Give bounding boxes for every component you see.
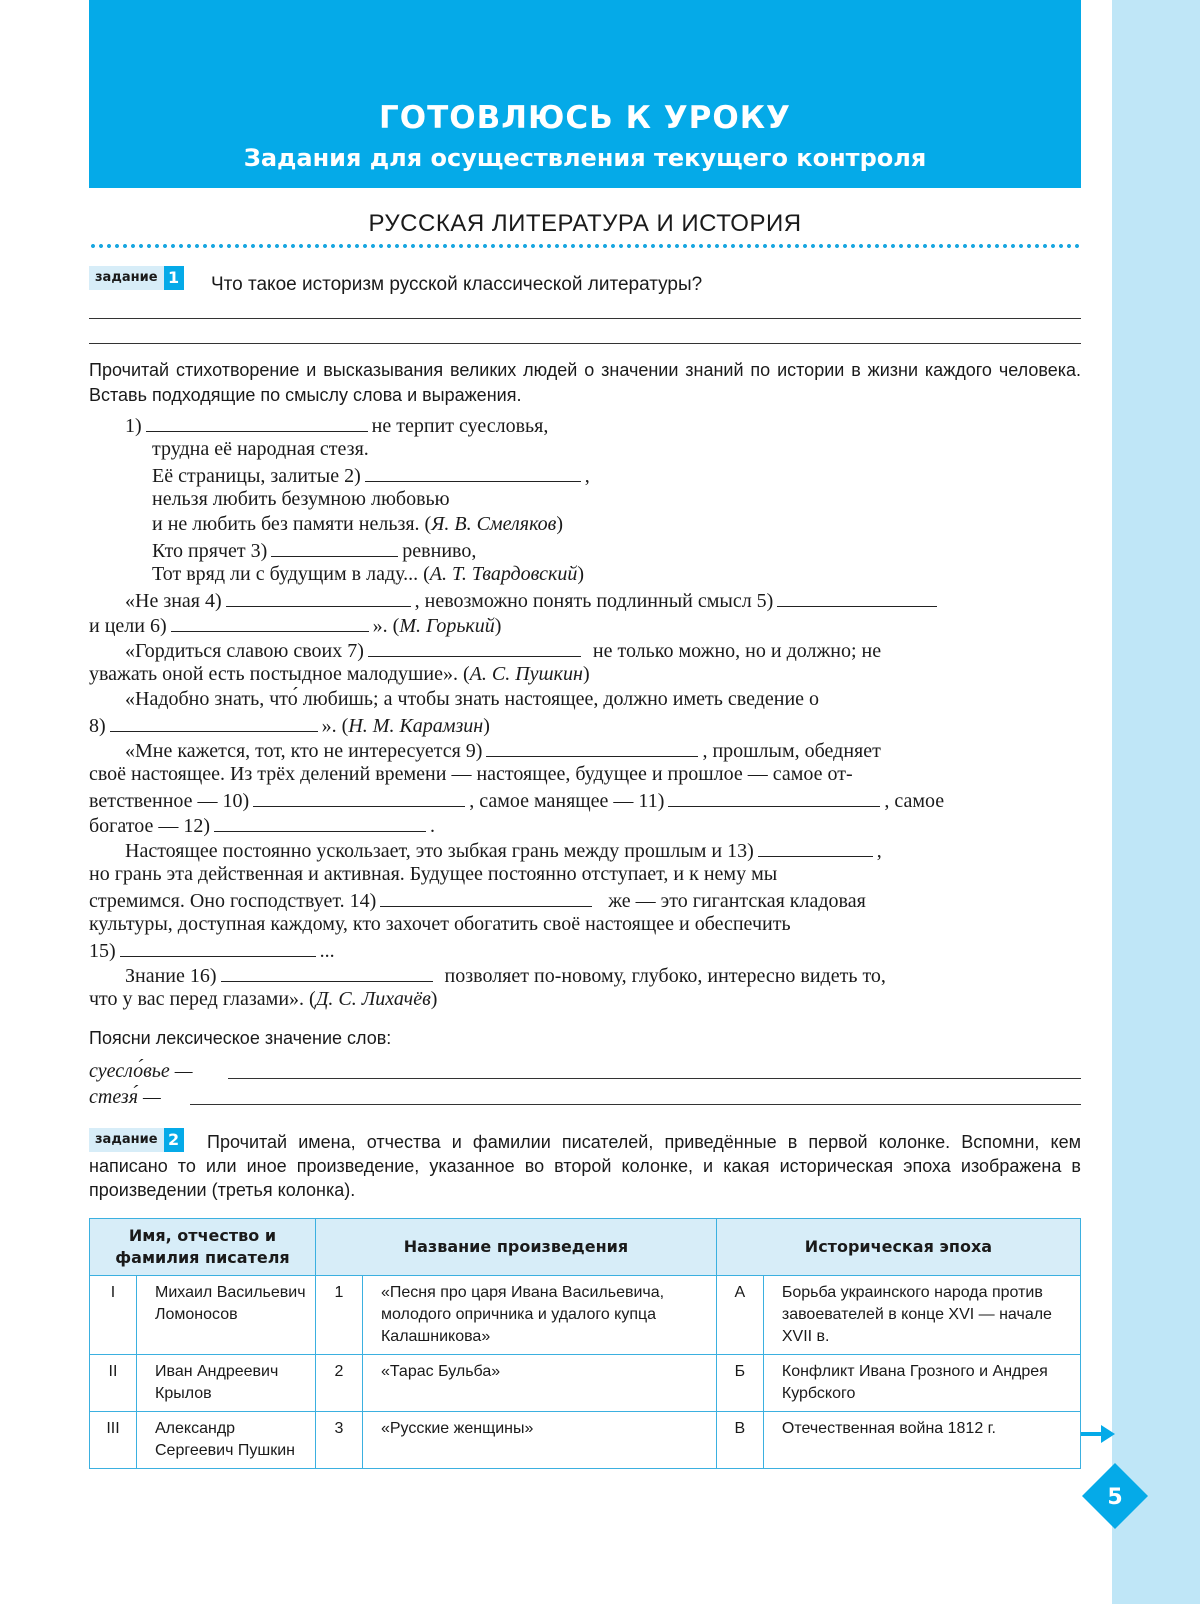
writer-cell: Александр Сергеевич Пушкин — [137, 1412, 316, 1469]
task-1-label — [89, 266, 184, 290]
writer-cell: Михаил Васильевич Ломоносов — [137, 1276, 316, 1355]
quote-line: «Гордиться славою своих 7) не только можно, но и должно; не — [125, 640, 882, 662]
quote-line: «Надобно знать, что́ любишь; а чтобы знать настоящее, должно иметь сведение о — [125, 688, 820, 710]
page-number-badge — [1080, 1461, 1150, 1531]
poem-line: 1) не терпит суесловья, — [125, 415, 549, 437]
table-row — [90, 1355, 1081, 1412]
blank-2[interactable] — [365, 463, 581, 482]
dotted-divider — [89, 243, 1081, 249]
blank-12[interactable] — [214, 813, 426, 832]
header-banner — [89, 0, 1081, 188]
blank-16[interactable] — [221, 963, 433, 982]
instructions: Прочитай стихотворение и высказывания великих людей о значении знаний по истории в жизни каждого человека. Вставь подходящие по смыслу слова и выражения. — [89, 360, 1081, 405]
blank-6[interactable] — [171, 613, 369, 632]
continue-arrow-icon — [1081, 1423, 1115, 1445]
blank-11[interactable] — [668, 788, 880, 807]
quote-line: богатое — 12) . — [89, 815, 435, 837]
work-cell: «Русские женщины» — [362, 1412, 716, 1469]
row-numeral: II — [90, 1355, 137, 1412]
quote-line: культуры, доступная каждому, кто захочет обогатить своё настоящее и обеспечить — [89, 913, 791, 935]
epoch-letter: Б — [716, 1355, 763, 1412]
quote-line: «Не зная 4) , невозможно понять подлинный смысл 5) — [125, 588, 941, 613]
answer-line[interactable] — [228, 1078, 1081, 1079]
work-cell: «Песня про царя Ивана Васильевича, молодого опричника и удалого купца Калашникова» — [362, 1276, 716, 1355]
blank-14[interactable] — [380, 888, 592, 907]
quote-line: 15) ... — [89, 940, 335, 962]
task-1-question: Что такое историзм русской классической литературы? — [211, 274, 703, 295]
blank-15[interactable] — [120, 938, 316, 957]
poem-line: Кто прячет 3) ревниво, — [152, 540, 477, 562]
quote-line: уважать оной есть постыдное малодушие». (А. С. Пушкин) — [89, 663, 590, 685]
blank-10[interactable] — [253, 788, 465, 807]
epoch-cell: Конфликт Ивана Грозного и Андрея Курбского — [763, 1355, 1080, 1412]
row-numeral: III — [90, 1412, 137, 1469]
blank-5[interactable] — [777, 588, 937, 607]
epoch-cell: Борьба украинского народа против завоевателей в конце XVI — начале XVII в. — [763, 1276, 1080, 1355]
section-title: РУССКАЯ ЛИТЕРАТУРА И ИСТОРИЯ — [368, 210, 802, 237]
work-number: 2 — [315, 1355, 362, 1412]
lexical-prompt: Поясни лексическое значение слов: — [89, 1028, 392, 1048]
table-header: Имя, отчество и фамилия писателя — [90, 1219, 316, 1276]
blank-1[interactable] — [146, 413, 368, 432]
blank-4[interactable] — [226, 588, 411, 607]
blank-7[interactable] — [368, 638, 581, 657]
epoch-letter: А — [716, 1276, 763, 1355]
page-number: 5 — [1107, 1485, 1123, 1510]
quote-line: стремимся. Оно господствует. 14) же — это гигантская кладовая — [89, 890, 866, 912]
poem-line: трудна её народная стезя. — [152, 438, 369, 460]
term-label: суесло́вье — — [89, 1060, 193, 1082]
work-number: 3 — [315, 1412, 362, 1469]
table-row — [90, 1276, 1081, 1355]
work-cell: «Тарас Бульба» — [362, 1355, 716, 1412]
blank-8[interactable] — [110, 713, 318, 732]
writer-cell: Иван Андреевич Крылов — [137, 1355, 316, 1412]
quote-line: «Мне кажется, тот, кто не интересуется 9) , прошлым, обедняет — [125, 740, 881, 762]
table-header: Название произведения — [315, 1219, 716, 1276]
table-header: Историческая эпоха — [716, 1219, 1080, 1276]
quote-line: что у вас перед глазами». (Д. С. Лихачёв) — [89, 988, 438, 1010]
answer-line[interactable] — [89, 318, 1081, 319]
answer-line[interactable] — [89, 343, 1081, 344]
term-label: стезя́ — — [89, 1086, 161, 1108]
row-numeral: I — [90, 1276, 137, 1355]
work-number: 1 — [315, 1276, 362, 1355]
quote-line: Знание 16) позволяет по-новому, глубоко, интересно видеть то, — [125, 965, 886, 987]
quote-line: и цели 6) ». (М. Горький) — [89, 615, 502, 637]
task-word: задание — [89, 266, 164, 290]
quote-line: своё настоящее. Из трёх делений времени — настоящее, будущее и прошлое — самое от- — [89, 763, 853, 785]
blank-3[interactable] — [271, 538, 398, 557]
task-2-text: Прочитай имена, отчества и фамилии писателей, приведённые в первой колонке. Вспомни, кем написано то или иное произведение, указанное во второй колонке, и какая историческая эпоха изображена в произведении (третья колонка). — [89, 1132, 1081, 1200]
side-margin-strip — [1112, 0, 1200, 1604]
blank-9[interactable] — [486, 738, 698, 757]
blank-13[interactable] — [758, 838, 873, 857]
quote-line: но грань эта действенная и активная. Будущее постоянно отступает, и к нему мы — [89, 863, 778, 885]
table-row — [90, 1412, 1081, 1469]
table-header-row — [90, 1219, 1081, 1276]
poem-line: Тот вряд ли с будущим в ладу... (А. Т. Твардовский) — [152, 563, 584, 585]
poem-line: Её страницы, залитые 2) , — [152, 465, 590, 487]
quote-line: 8) ». (Н. М. Карамзин) — [89, 715, 490, 737]
task-word: задание — [89, 1128, 164, 1152]
poem-line: нельзя любить безумною любовью — [152, 488, 450, 510]
epoch-letter: В — [716, 1412, 763, 1469]
task-number: 1 — [164, 266, 184, 290]
answer-line[interactable] — [190, 1104, 1081, 1105]
quote-line: Настоящее постоянно ускользает, это зыбкая грань между прошлым и 13) , — [125, 840, 882, 862]
quote-line: ветственное — 10) , самое манящее — 11) , самое — [89, 790, 945, 812]
banner-subtitle: Задания для осуществления текущего контроля — [243, 144, 927, 172]
poem-line: и не любить без памяти нельзя. (Я. В. Смеляков) — [152, 513, 564, 535]
task-number: 2 — [164, 1128, 184, 1152]
epoch-cell: Отечественная война 1812 г. — [763, 1412, 1080, 1469]
writers-table — [89, 1218, 1081, 1469]
banner-title: ГОТОВЛЮСЬ К УРОКУ — [379, 100, 791, 136]
